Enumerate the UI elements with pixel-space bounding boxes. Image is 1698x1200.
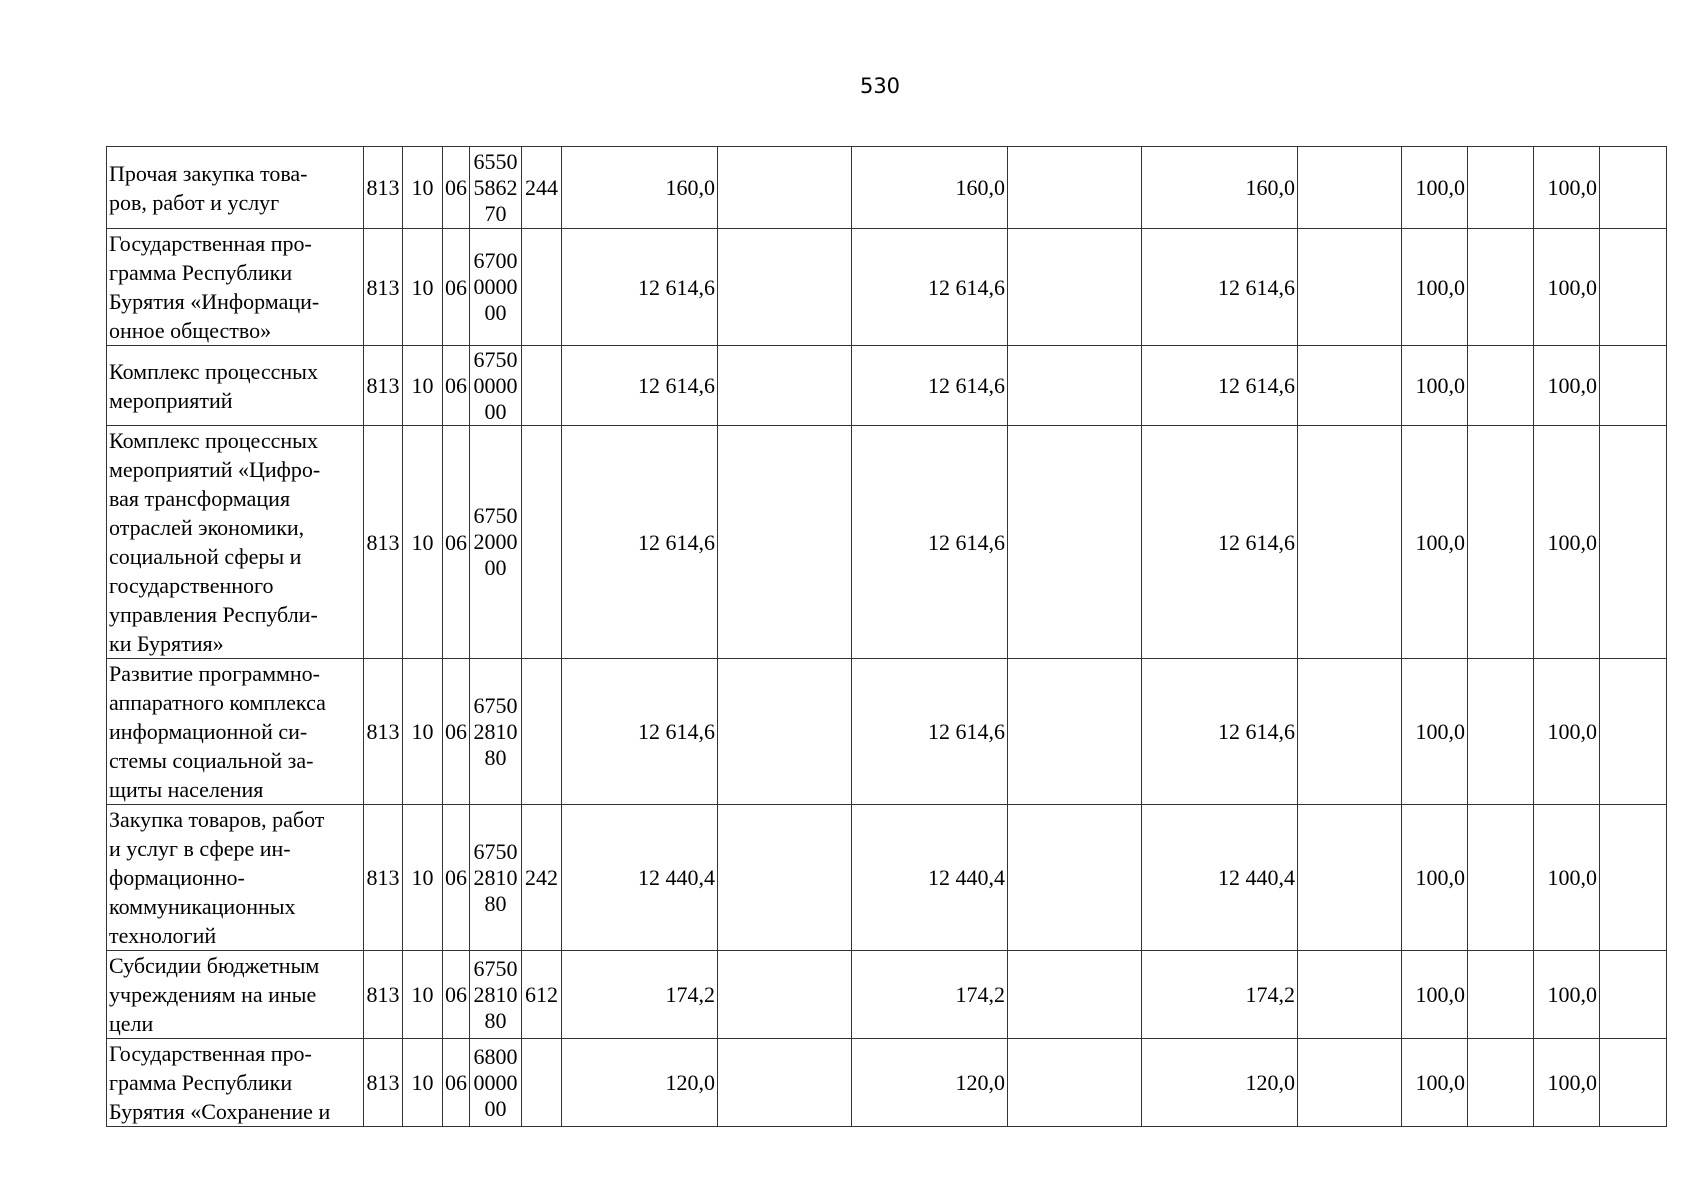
row-description <box>107 229 364 346</box>
expense-type-code: 612 <box>522 951 562 1039</box>
subsection-code: 06 <box>443 805 470 951</box>
percent-cell <box>1468 229 1534 346</box>
description-line: коммуникационных <box>109 894 296 919</box>
percent-cell: 100,0 <box>1534 805 1600 951</box>
section-code: 10 <box>403 426 443 659</box>
amount-cell: 120,0 <box>1142 1039 1298 1127</box>
description-line: информационной си- <box>109 719 308 744</box>
target-code-part: 80 <box>484 890 507 916</box>
target-article-code <box>470 951 522 1039</box>
expense-type-code <box>522 346 562 426</box>
budget-table <box>106 146 1667 1127</box>
section-code: 10 <box>403 346 443 426</box>
percent-cell: 100,0 <box>1402 346 1468 426</box>
subsection-code: 06 <box>443 1039 470 1127</box>
amount-cell: 174,2 <box>1142 951 1298 1039</box>
description-line: щиты населения <box>109 777 264 802</box>
target-code-part: 6550 <box>473 148 518 174</box>
percent-cell <box>1468 346 1534 426</box>
amount-cell: 12 614,6 <box>1142 659 1298 805</box>
ministry-code: 813 <box>364 659 403 805</box>
target-code-part: 80 <box>484 1007 507 1033</box>
description-line: грамма Республики <box>109 1070 293 1095</box>
amount-cell: 12 614,6 <box>562 659 718 805</box>
target-article-code <box>470 346 522 426</box>
description-line: Комплекс процессных <box>109 428 318 453</box>
amount-cell <box>718 951 852 1039</box>
amount-cell <box>718 805 852 951</box>
description-line: ки Бурятия» <box>109 631 224 656</box>
percent-cell <box>1468 659 1534 805</box>
target-code-part: 6750 <box>473 692 518 718</box>
row-description <box>107 147 364 229</box>
percent-cell: 100,0 <box>1534 659 1600 805</box>
amount-cell <box>1298 1039 1402 1127</box>
description-line: управления Республи- <box>109 602 318 627</box>
amount-cell <box>1008 805 1142 951</box>
amount-cell: 120,0 <box>852 1039 1008 1127</box>
description-line: Государственная про- <box>109 231 312 256</box>
percent-cell: 100,0 <box>1402 951 1468 1039</box>
description-line: учреждениям на иные <box>109 982 317 1007</box>
description-line: ров, работ и услуг <box>109 189 280 215</box>
target-code-part: 00 <box>484 300 507 325</box>
description-line: мероприятий «Цифро- <box>109 457 321 482</box>
expense-type-code <box>522 229 562 346</box>
amount-cell: 12 614,6 <box>562 426 718 659</box>
description-line: Бурятия «Сохранение и <box>109 1099 331 1124</box>
percent-cell <box>1468 1039 1534 1127</box>
row-description <box>107 426 364 659</box>
percent-cell: 100,0 <box>1534 951 1600 1039</box>
expense-type-code <box>522 659 562 805</box>
table-row <box>107 805 1667 951</box>
row-description <box>107 346 364 426</box>
amount-cell: 160,0 <box>1142 147 1298 229</box>
percent-cell: 100,0 <box>1534 346 1600 426</box>
amount-cell <box>718 229 852 346</box>
subsection-code: 06 <box>443 951 470 1039</box>
target-code-part: 00 <box>484 1095 507 1121</box>
amount-cell: 12 614,6 <box>852 346 1008 426</box>
percent-cell: 100,0 <box>1402 147 1468 229</box>
percent-cell: 100,0 <box>1402 426 1468 659</box>
page-number: 530 <box>859 74 901 98</box>
target-code-part: 0000 <box>473 1069 518 1095</box>
percent-cell: 100,0 <box>1534 229 1600 346</box>
ministry-code: 813 <box>364 1039 403 1127</box>
target-code-part: 00 <box>484 555 507 580</box>
percent-cell <box>1468 426 1534 659</box>
table-row <box>107 346 1667 426</box>
percent-cell: 100,0 <box>1402 659 1468 805</box>
ministry-code: 813 <box>364 229 403 346</box>
amount-cell <box>1298 805 1402 951</box>
amount-cell: 160,0 <box>852 147 1008 229</box>
amount-cell: 160,0 <box>562 147 718 229</box>
description-line: государственного <box>109 573 274 598</box>
percent-cell <box>1600 426 1667 659</box>
amount-cell <box>1008 1039 1142 1127</box>
subsection-code: 06 <box>443 346 470 426</box>
percent-cell <box>1468 805 1534 951</box>
row-description <box>107 805 364 951</box>
amount-cell <box>718 1039 852 1127</box>
description-line: Прочая закупка това- <box>109 160 308 186</box>
target-article-code <box>470 659 522 805</box>
description-line: и услуг в сфере ин- <box>109 836 291 861</box>
description-line: стемы социальной за- <box>109 748 314 773</box>
percent-cell <box>1600 805 1667 951</box>
row-description <box>107 1039 364 1127</box>
description-line: цели <box>109 1011 154 1036</box>
description-line: Государственная про- <box>109 1041 312 1066</box>
target-code-part: 6750 <box>473 955 518 981</box>
amount-cell: 120,0 <box>562 1039 718 1127</box>
row-description <box>107 659 364 805</box>
ministry-code: 813 <box>364 805 403 951</box>
subsection-code: 06 <box>443 229 470 346</box>
description-line: Бурятия «Информаци- <box>109 289 320 314</box>
percent-cell: 100,0 <box>1534 426 1600 659</box>
ministry-code: 813 <box>364 147 403 229</box>
amount-cell <box>1008 951 1142 1039</box>
amount-cell <box>1008 229 1142 346</box>
amount-cell: 174,2 <box>562 951 718 1039</box>
percent-cell <box>1600 951 1667 1039</box>
table-row <box>107 659 1667 805</box>
target-article-code <box>470 229 522 346</box>
amount-cell: 12 614,6 <box>562 346 718 426</box>
percent-cell: 100,0 <box>1534 147 1600 229</box>
section-code: 10 <box>403 229 443 346</box>
description-line: онное общество» <box>109 318 272 343</box>
target-code-part: 6750 <box>473 838 518 864</box>
amount-cell <box>1008 346 1142 426</box>
amount-cell: 174,2 <box>852 951 1008 1039</box>
amount-cell: 12 440,4 <box>852 805 1008 951</box>
description-line: Комплекс процессных <box>109 358 318 384</box>
ministry-code: 813 <box>364 426 403 659</box>
description-line: социальной сферы и <box>109 544 302 569</box>
subsection-code: 06 <box>443 426 470 659</box>
target-code-part: 0000 <box>473 372 518 398</box>
amount-cell <box>1008 659 1142 805</box>
section-code: 10 <box>403 805 443 951</box>
expense-type-code <box>522 426 562 659</box>
target-code-part: 70 <box>484 200 507 226</box>
percent-cell: 100,0 <box>1534 1039 1600 1127</box>
amount-cell: 12 614,6 <box>852 426 1008 659</box>
description-line: Закупка товаров, работ <box>109 807 325 832</box>
amount-cell: 12 440,4 <box>562 805 718 951</box>
expense-type-code: 244 <box>522 147 562 229</box>
table-row <box>107 426 1667 659</box>
table-row <box>107 229 1667 346</box>
amount-cell <box>1008 426 1142 659</box>
description-line: технологий <box>109 923 217 948</box>
section-code: 10 <box>403 659 443 805</box>
table-row <box>107 1039 1667 1127</box>
target-code-part: 00 <box>484 398 507 424</box>
amount-cell <box>718 147 852 229</box>
amount-cell: 12 614,6 <box>562 229 718 346</box>
amount-cell <box>718 659 852 805</box>
target-code-part: 6750 <box>473 503 518 528</box>
ministry-code: 813 <box>364 346 403 426</box>
description-line: формационно- <box>109 865 245 890</box>
percent-cell <box>1600 346 1667 426</box>
expense-type-code: 242 <box>522 805 562 951</box>
amount-cell <box>1298 659 1402 805</box>
target-article-code <box>470 805 522 951</box>
target-code-part: 2810 <box>473 864 518 890</box>
amount-cell: 12 614,6 <box>852 659 1008 805</box>
row-description <box>107 951 364 1039</box>
amount-cell <box>1298 426 1402 659</box>
amount-cell: 12 614,6 <box>1142 229 1298 346</box>
description-line: мероприятий <box>109 387 233 413</box>
percent-cell <box>1600 1039 1667 1127</box>
percent-cell: 100,0 <box>1402 229 1468 346</box>
target-code-part: 6800 <box>473 1043 518 1069</box>
amount-cell <box>718 426 852 659</box>
subsection-code: 06 <box>443 659 470 805</box>
amount-cell <box>1298 229 1402 346</box>
description-line: Субсидии бюджетным <box>109 953 320 978</box>
percent-cell <box>1600 659 1667 805</box>
target-code-part: 2810 <box>473 981 518 1007</box>
description-line: вая трансформация <box>109 486 291 511</box>
amount-cell: 12 440,4 <box>1142 805 1298 951</box>
target-code-part: 0000 <box>473 274 518 299</box>
table-row <box>107 147 1667 229</box>
description-line: грамма Республики <box>109 260 293 285</box>
amount-cell <box>1008 147 1142 229</box>
section-code: 10 <box>403 951 443 1039</box>
percent-cell: 100,0 <box>1402 1039 1468 1127</box>
subsection-code: 06 <box>443 147 470 229</box>
amount-cell <box>1298 147 1402 229</box>
amount-cell: 12 614,6 <box>1142 426 1298 659</box>
section-code: 10 <box>403 147 443 229</box>
percent-cell <box>1600 147 1667 229</box>
target-article-code <box>470 1039 522 1127</box>
section-code: 10 <box>403 1039 443 1127</box>
target-code-part: 5862 <box>473 174 518 200</box>
amount-cell: 12 614,6 <box>852 229 1008 346</box>
description-line: отраслей экономики, <box>109 515 305 540</box>
description-line: Развитие программно- <box>109 661 321 686</box>
amount-cell <box>1298 346 1402 426</box>
amount-cell <box>718 346 852 426</box>
percent-cell <box>1468 951 1534 1039</box>
target-article-code <box>470 147 522 229</box>
target-code-part: 6750 <box>473 346 518 372</box>
amount-cell: 12 614,6 <box>1142 346 1298 426</box>
percent-cell <box>1600 229 1667 346</box>
percent-cell: 100,0 <box>1402 805 1468 951</box>
percent-cell <box>1468 147 1534 229</box>
expense-type-code <box>522 1039 562 1127</box>
ministry-code: 813 <box>364 951 403 1039</box>
target-code-part: 6700 <box>473 248 518 273</box>
description-line: аппаратного комплекса <box>109 690 326 715</box>
target-code-part: 2810 <box>473 718 518 744</box>
target-code-part: 2000 <box>473 529 518 554</box>
target-code-part: 80 <box>484 744 507 770</box>
table-row <box>107 951 1667 1039</box>
target-article-code <box>470 426 522 659</box>
amount-cell <box>1298 951 1402 1039</box>
